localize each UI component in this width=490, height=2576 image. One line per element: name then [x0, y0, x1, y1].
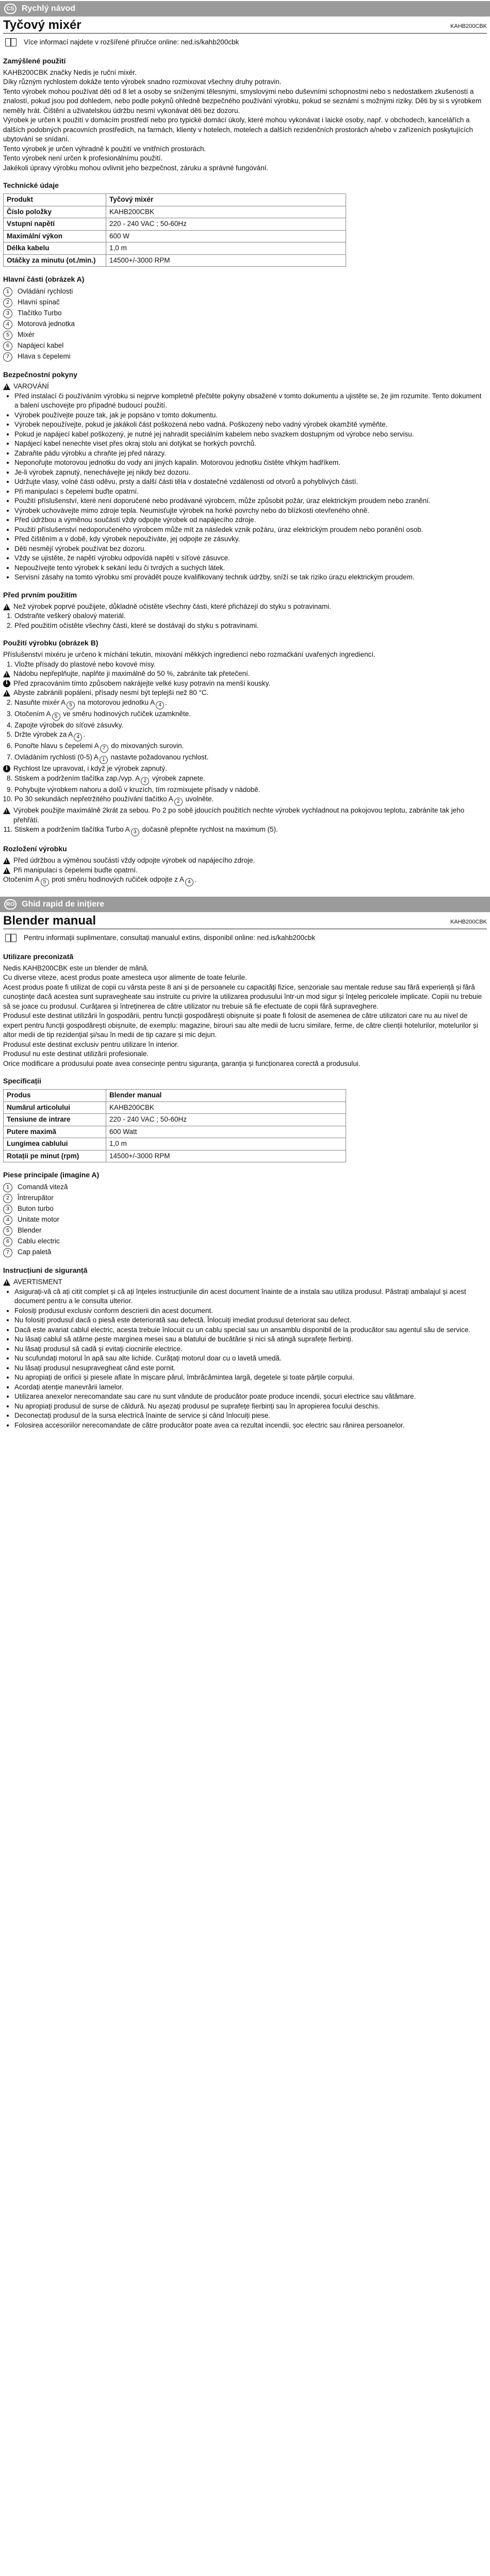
list-item: • Zabraňte pádu výrobku a chraňte jej před nárazy. [14, 449, 487, 459]
table-cell: Putere maximă [4, 1126, 106, 1138]
list-item: • Výrobek používejte pouze tak, jak je popsáno v tomto dokumentu. [14, 411, 487, 420]
list-item: • Napájecí kabel nenechte viset přes okraj stolu ani dotýkat se horkých povrchů. [14, 439, 487, 449]
intended-use-body [3, 68, 487, 173]
list-item: • Folosirea accesoriilor nerecomandate de către producător poate avea ca rezultat incendii, șoc electric sau rănirea persoanelor. [14, 1421, 487, 1431]
part-reference-badge: 1 [100, 756, 108, 764]
number-badge: 4 [3, 1216, 12, 1225]
list-item: 11. Stiskem a podržením tlačítka Turbo A 3 dočasně přepněte rychlost na maximum (5). [14, 825, 487, 836]
table-cell: Vstupní napětí [4, 218, 106, 231]
number-badge: 2 [3, 1194, 12, 1203]
paragraph: Tento výrobek mohou používat děti od 8 let a osoby se sníženými tělesnými, smyslovými nebo duševními schopnostmi nebo s nedostatkem zkušeností a znalostí, pokud jsou pod dohledem, nebo podle pokynů ohledně bezpečného používání výrobku, pokud se seznámí s možnými riziky. Děti by si s výrobkem neměly hrát. Čištění a uživatelskou údržbu nesmí vykonávat děti bez dozoru. [3, 87, 482, 115]
table-cell: Otáčky za minutu (ot./min.) [4, 254, 106, 267]
manual-row [3, 933, 487, 943]
list-item: • Nu lăsați cablul să atârne peste marginea mesei sau a blatului de bucătărie și nici să atingă suprafețe fierbinți. [14, 1335, 487, 1344]
paragraph: Produsul este destinat utilizării în gospodării, pentru funcții gospodărești obișnuite și poate fi folosit de asemenea de către utilizatori care nu au nivel de expert pentru funcții gospodărești obișnuite, de exemplu: magazine, birouri sau alte medii de lucru similare, ferme, de către clienții hotelurilor, motelurilor și altor medii de tip rezidențial și/sau în medii de tip cazare și mic dejun. [3, 1012, 478, 1039]
table-row [4, 218, 346, 231]
paragraph: Díky různým rychlostem dokáže tento výrobek snadno rozmixovat všechny druhy potravin. [3, 78, 282, 86]
number-badge: 3 [3, 309, 12, 318]
part-label: Mixér [18, 331, 35, 339]
list-item: 1. Vložte přísady do plastové nebo kovové mísy. [14, 660, 487, 670]
list-item: 1. Odstraňte veškerý obalový materiál. [14, 611, 487, 621]
list-item: • Asigurați-vă că ați citit complet și că ați înțeles instrucțiunile din acest document înainte de a instala sau utiliza produsul. Păstrați ambalajul și acest document pentru a le consulta ulterior. [14, 1287, 487, 1306]
table-cell: Číslo položky [4, 206, 106, 218]
parts-heading: Hlavní části (obrázek A) [3, 275, 85, 283]
section-header-title: Ghid rapid de inițiere [22, 899, 105, 909]
cs-content [0, 18, 490, 886]
warning-note [3, 602, 487, 612]
language-badge: CS [4, 4, 17, 14]
list-item [3, 351, 487, 362]
table-row [4, 1150, 346, 1162]
number-badge: 3 [3, 1205, 12, 1214]
usage-steps-c [3, 774, 487, 806]
book-icon [5, 934, 17, 942]
part-label: Blender [18, 1226, 42, 1235]
before-heading: Před prvním použitím [3, 590, 77, 599]
table-cell: KAHB200CBK [106, 1101, 346, 1114]
warning-icon [3, 690, 10, 696]
part-label: Hlava s čepelemi [18, 352, 71, 361]
part-label: Cap paletă [18, 1248, 52, 1256]
paragraph: Produsul este destinat exclusiv pentru utilizare în interior. [3, 1040, 179, 1048]
list-item: • Utilizarea anexelor nerecomandate sau care nu sunt vândute de producător poate produce incendii, șocuri electrice sau vătămare. [14, 1392, 487, 1402]
table-cell: Maximální výkon [4, 230, 106, 242]
section-header-ro [0, 897, 490, 912]
title-row [3, 18, 487, 34]
note-text: Rychlost lze upravovat, i když je výrobek zapnutý. [13, 765, 167, 772]
part-label: Buton turbo [18, 1205, 54, 1213]
warning-icon [3, 807, 10, 814]
list-item: 3. Otočením A 5 ve směru hodinových ručiček uzamkněte. [14, 709, 487, 721]
table-row [4, 1090, 346, 1102]
table-cell: 14500+/-3000 RPM [106, 1150, 346, 1162]
table-cell: 220 - 240 VAC ; 50-60Hz [106, 218, 346, 231]
part-reference-badge: 5 [41, 878, 49, 886]
number-badge: 6 [3, 1237, 12, 1246]
specs-heading: Specificații [3, 1077, 41, 1085]
product-code: KAHB200CBK [450, 23, 487, 29]
warning-icon [3, 604, 10, 610]
list-item [3, 1182, 487, 1193]
specs-table [3, 193, 346, 267]
number-badge: 1 [3, 287, 12, 297]
part-label: Ovládání rychlosti [18, 287, 73, 296]
list-item: 6. Ponořte hlavu s čepelemi A 7 do mixovaných surovin. [14, 741, 487, 753]
usage-steps-b [3, 698, 487, 765]
parts-list [3, 286, 487, 362]
table-cell: Tensiune de intrare [4, 1114, 106, 1126]
manual-text: Pentru informații suplimentare, consultați manualul extins, disponibil online: ned.is/kahb200cbk [24, 934, 316, 942]
list-item: • Výrobek uchovávejte mimo zdroje tepla. Neumisťujte výrobek na horké povrchy nebo do blízkosti otevřeného ohně. [14, 506, 487, 516]
warning-text: AVERTISMENT [13, 1278, 62, 1286]
warning-icon [3, 857, 10, 864]
warning-icon [3, 1279, 10, 1286]
warning-icon [3, 383, 10, 390]
paragraph: Výrobek je určen k použití v domácím prostředí nebo pro typické domácí úkoly, které mohou vykonávat i laické osoby, např. v obchodech, kancelářích a dalších podobných pracovních prostředích, na farmách, klienty v hotelech, motelech a dalších rezidenčních prostorách a/nebo v zařízeních poskytujících ubytování se snídaní. [3, 116, 473, 143]
part-label: Motorová jednotka [18, 320, 75, 328]
list-item: • Folosiți produsul exclusiv conform descrierii din acest document. [14, 1306, 487, 1316]
table-row [4, 1114, 346, 1126]
part-reference-badge: 5 [67, 701, 75, 709]
manual-text: Více informací najdete v rozšířené příručce online: ned.is/kahb200cbk [24, 38, 239, 46]
list-item: 5. Držte výrobek za A 4 . [14, 730, 487, 741]
note-text: Než výrobek poprvé použijete, důkladně očistěte všechny části, které přicházejí do styku s potravinami. [13, 602, 332, 610]
list-item: 9. Pohybujte výrobkem nahoru a dolů v kruzích, tím rozmixujete přísady v nádobě. [14, 785, 487, 795]
specs-heading: Technické údaje [3, 181, 59, 189]
list-item [3, 1247, 487, 1258]
info-icon: i [3, 765, 10, 772]
warning-icon [3, 671, 10, 677]
list-item: • Nu apropiați produsul de surse de căldură. Nu așezați produsul pe suprafețe fierbinți sau în apropierea focului deschis. [14, 1402, 487, 1412]
list-item: 7. Ovládáním rychlosti (0-5) A 1 nastavte požadovanou rychlost. [14, 753, 487, 764]
part-label: Tlačítko Turbo [18, 309, 62, 317]
table-cell: 1,0 m [106, 1138, 346, 1151]
part-label: Hlavní spínač [18, 298, 60, 306]
warning-note [3, 688, 487, 698]
warning-note [3, 669, 487, 679]
page-title: Blender manual [3, 914, 96, 928]
table-row [4, 230, 346, 242]
list-item [3, 286, 487, 297]
number-badge: 1 [3, 1183, 12, 1192]
table-cell: 220 - 240 VAC ; 50-60Hz [106, 1114, 346, 1126]
table-cell: Lungimea cablului [4, 1138, 106, 1151]
page-title: Tyčový mixér [3, 18, 81, 32]
safety-heading: Bezpečnostní pokyny [3, 370, 77, 379]
part-label: Napájecí kabel [18, 342, 64, 350]
note-text: Při manipulaci s čepelemi buďte opatrní. [13, 866, 138, 874]
part-reference-badge: 4 [74, 733, 82, 741]
list-item: • Nepoužívejte tento výrobek k sekání ledu či tvrdých a suchých látek. [14, 563, 487, 573]
table-cell: Tyčový mixér [106, 194, 346, 206]
list-item: • Výrobek nepoužívejte, pokud je jakákoli část poškozená nebo vadná. Poškozený nebo vadný výrobek okamžitě vyměňte. [14, 420, 487, 430]
warning-icon [3, 867, 10, 874]
number-badge: 4 [3, 320, 12, 329]
list-item: • Acordați atenție manevrării lamelor. [14, 1383, 487, 1392]
part-reference-badge: 7 [100, 744, 108, 753]
table-row [4, 1126, 346, 1138]
list-item: • Před čištěním a v době, kdy výrobek nepoužíváte, jej odpojte ze zásuvky. [14, 534, 487, 544]
list-item: • Nu scufundați motorul în apă sau alte lichide. Curățați motorul doar cu o lavetă umedă. [14, 1354, 487, 1364]
list-item: • Neponořujte motorovou jednotku do vody ani jiných kapalin. Motorovou jednotku čistěte vlhkým hadříkem. [14, 458, 487, 468]
list-item: • Pokud je napájecí kabel poškozený, je nutné jej nahradit speciálním kabelem nebo svazkem dostupným od výrobce nebo servisu. [14, 430, 487, 440]
intended-use-heading: Zamýšlené použití [3, 56, 66, 65]
table-row [4, 1138, 346, 1151]
list-item [3, 297, 487, 308]
list-item: • Nu apropiați de orificii și piesele aflate în mișcare părul, îmbrăcămintea largă, degetele și toate părțile corpului. [14, 1373, 487, 1383]
paragraph: Jakékoli úpravy výrobku mohou ovlivnit jeho bezpečnost, záruku a správné fungování. [3, 164, 269, 172]
safety-heading: Instrucțiuni de siguranță [3, 1266, 88, 1274]
list-item: • Použití příslušenství nedoporučeného výrobcem může mít za následek vznik požáru, úraz elektrickým proudem nebo poranění osob. [14, 525, 487, 535]
warning-note [3, 806, 487, 825]
section-header-title: Rychlý návod [22, 4, 76, 13]
paragraph: Nedis KAHB200CBK este un blender de mână. [3, 964, 149, 972]
list-item [3, 1225, 487, 1236]
list-item [3, 1214, 487, 1225]
ro-content [0, 913, 490, 1430]
list-item: • Dacă este avariat cablul electric, acesta trebuie înlocuit cu un cablu special sau un ansamblu disponibil de la producător sau agentul său de service. [14, 1325, 487, 1335]
warning-note [3, 856, 487, 866]
part-label: Cablu electric [18, 1237, 60, 1245]
specs-table [3, 1089, 346, 1162]
list-item: 4. Zapojte výrobek do síťové zásuvky. [14, 721, 487, 731]
table-cell: Numărul articolului [4, 1101, 106, 1114]
part-reference-badge: 4 [156, 701, 164, 709]
part-label: Întrerupător [18, 1194, 54, 1202]
warning-note [3, 866, 487, 876]
number-badge: 6 [3, 342, 12, 351]
note-text: Výrobek použijte maximálně 2krát za sebou. Po 2 po sobě jdoucích použitích nechte výrobek vychladnout na pokojovou teplotu, zabráníte tak jeho přehřátí. [13, 806, 465, 824]
section-header-cs [0, 1, 490, 17]
table-row [4, 1101, 346, 1114]
list-item: • Před údržbou a výměnou součástí vždy odpojte výrobek od napájecího zdroje. [14, 515, 487, 525]
safety-list [3, 1287, 487, 1431]
table-cell: Rotații pe minut (rpm) [4, 1150, 106, 1162]
list-item [3, 308, 487, 319]
list-item: 8. Stiskem a podržením tlačítka zap./vyp. A 2 výrobek zapnete. [14, 774, 487, 785]
table-cell: Délka kabelu [4, 242, 106, 255]
paragraph: Cu diverse viteze, acest produs poate amesteca ușor alimente de toate felurile. [3, 974, 247, 981]
list-item: 10. Po 30 sekundách nepřetržitého používání tlačítko A 2 uvolněte. [14, 795, 487, 806]
usage-steps-d [3, 825, 487, 836]
list-item: • Je-li výrobek zapnutý, nenechávejte jej nikdy bez dozoru. [14, 468, 487, 478]
number-badge: 2 [3, 298, 12, 307]
part-reference-badge: 4 [185, 878, 193, 886]
note-text: Před zpracováním tímto způsobem nakrájejte velké kusy potravin na menší kousky. [13, 679, 270, 687]
table-cell: 600 W [106, 230, 346, 242]
list-item: 2. Nasuňte mixér A 5 na motorovou jednotku A 4 . [14, 698, 487, 709]
list-item [3, 330, 487, 341]
table-cell: Blender manual [106, 1090, 346, 1102]
number-badge: 5 [3, 1226, 12, 1236]
table-row [4, 254, 346, 267]
paragraph: KAHB200CBK značky Nedis je ruční mixér. [3, 68, 137, 76]
usage-steps-a [3, 660, 487, 670]
part-label: Unitate motor [18, 1216, 60, 1224]
note-text: Abyste zabránili popálení, přísady nesmí být teplejší než 80 °C. [13, 689, 209, 696]
table-cell: Produs [4, 1090, 106, 1102]
list-item [3, 341, 487, 351]
intended-use-body [3, 964, 487, 1069]
list-item: • Nu folosiți produsul dacă o piesă este deteriorată sau defectă. Înlocuiți imediat produsul deteriorat sau defect. [14, 1316, 487, 1325]
list-item: • Použití příslušenství, které není doporučené nebo prodávané výrobcem, může způsobit požár, úraz elektrickým proudem nebo zranění. [14, 496, 487, 506]
number-badge: 5 [3, 331, 12, 340]
table-cell: 14500+/-3000 RPM [106, 254, 346, 267]
disassembly-text: Otočením A 5 proti směru hodinových ručiček odpojte z A 4 . [3, 875, 487, 886]
paragraph: Produsul nu este destinat utilizării profesionale. [3, 1050, 149, 1058]
intended-use-heading: Utilizare preconizată [3, 952, 74, 961]
number-badge: 7 [3, 352, 12, 362]
table-row [4, 194, 346, 206]
part-label: Comandă viteză [18, 1183, 68, 1191]
language-badge: RO [4, 899, 17, 910]
list-item: • Vždy se ujistěte, že napětí výrobku odpovídá napětí v síťové zásuvce. [14, 554, 487, 563]
disassembly-heading: Rozložení výrobku [3, 845, 67, 853]
list-item: • Při manipulaci s čepelemi buďte opatrní. [14, 487, 487, 497]
page [0, 1, 490, 1451]
part-reference-badge: 5 [52, 712, 60, 721]
paragraph: Tento výrobek není určen k profesionálnímu použití. [3, 154, 163, 162]
list-item: • Servisní zásahy na tomto výrobku smí provádět pouze kvalifikovaný technik údržby, sníží se tak riziko úrazu elektrickým proudem. [14, 573, 487, 582]
list-item: • Nu lăsați produsul nesupravegheat când este pornit. [14, 1364, 487, 1373]
paragraph: Acest produs poate fi utilizat de copii cu vârsta peste 8 ani și de persoanele cu capacități fizice, senzoriale sau mentale reduse sau fără experiență și fără cunoștințe dacă acestea sunt supravegheate sau instruite cu privire la utilizarea produsului într-un mod sigur și înțeleg pericolele implicate. Copiii nu trebuie să se joace cu produsul. Curățarea și întreținerea de către utilizator nu trebuie să fie efectuate de copii fără supraveghere. [3, 983, 482, 1010]
part-reference-badge: 2 [141, 777, 149, 785]
list-item: 2. Před použitím očistěte všechny části, které se dostávají do styku s potravinami. [14, 621, 487, 631]
number-badge: 7 [3, 1248, 12, 1257]
parts-list [3, 1182, 487, 1258]
list-item: • Deconectați produsul de la sursa electrică înainte de service și când înlocuiți piese. [14, 1411, 487, 1421]
paragraph: Orice modificare a produsului poate avea consecințe pentru siguranța, garanția și funcționarea corectă a produsului. [3, 1059, 361, 1067]
usage-heading: Použití výrobku (obrázek B) [3, 639, 99, 647]
list-item [3, 1193, 487, 1204]
info-note [3, 679, 487, 689]
parts-heading: Piese principale (imagine A) [3, 1171, 100, 1179]
list-item: • Před instalací či používáním výrobku si nejprve kompletně přečtěte pokyny obsažené v tomto dokumentu a ujistěte se, že jim rozumíte. Tento dokument a balení uschovejte pro případné budoucí použití. [14, 392, 487, 411]
usage-intro: Příslušenství mixéru je určeno k míchání tekutin, mixování měkkých ingrediencí nebo rozmačkání uvařených ingrediencí. [3, 651, 375, 658]
table-cell: 1,0 m [106, 242, 346, 255]
part-reference-badge: 2 [174, 798, 183, 806]
list-item [3, 1204, 487, 1214]
table-cell: KAHB200CBK [106, 206, 346, 218]
note-text: Před údržbou a výměnou součástí vždy odpojte výrobek od napájecího zdroje. [13, 856, 255, 864]
list-item [3, 319, 487, 330]
table-row [4, 206, 346, 218]
note-text: Nádobu nepřeplňujte, naplňte ji maximálně do 50 %, zabráníte tak přetečení. [13, 670, 250, 677]
table-cell: Produkt [4, 194, 106, 206]
list-item: • Udržujte vlasy, volné části oděvu, prsty a další části těla v dostatečné vzdálenosti od otvorů a pohyblivých částí. [14, 477, 487, 487]
safety-list [3, 392, 487, 582]
title-row [3, 913, 487, 929]
table-row [4, 242, 346, 255]
table-cell: 600 Watt [106, 1126, 346, 1138]
book-icon [5, 38, 17, 46]
info-icon: i [3, 680, 10, 687]
manual-row [3, 38, 487, 47]
warning-text: VAROVÁNÍ [13, 382, 49, 390]
product-code: KAHB200CBK [450, 918, 487, 925]
list-item: • Nu lăsați produsul să cadă și evitați ciocnirile electrice. [14, 1344, 487, 1354]
warning-label [3, 382, 487, 392]
part-reference-badge: 3 [131, 828, 139, 836]
list-item: • Děti nesmějí výrobek používat bez dozoru. [14, 544, 487, 554]
paragraph: Tento výrobek je určen výhradně k použití ve vnitřních prostorách. [3, 144, 206, 153]
before-steps [3, 611, 487, 630]
info-note [3, 764, 487, 774]
warning-label [3, 1277, 487, 1287]
list-item [3, 1236, 487, 1247]
